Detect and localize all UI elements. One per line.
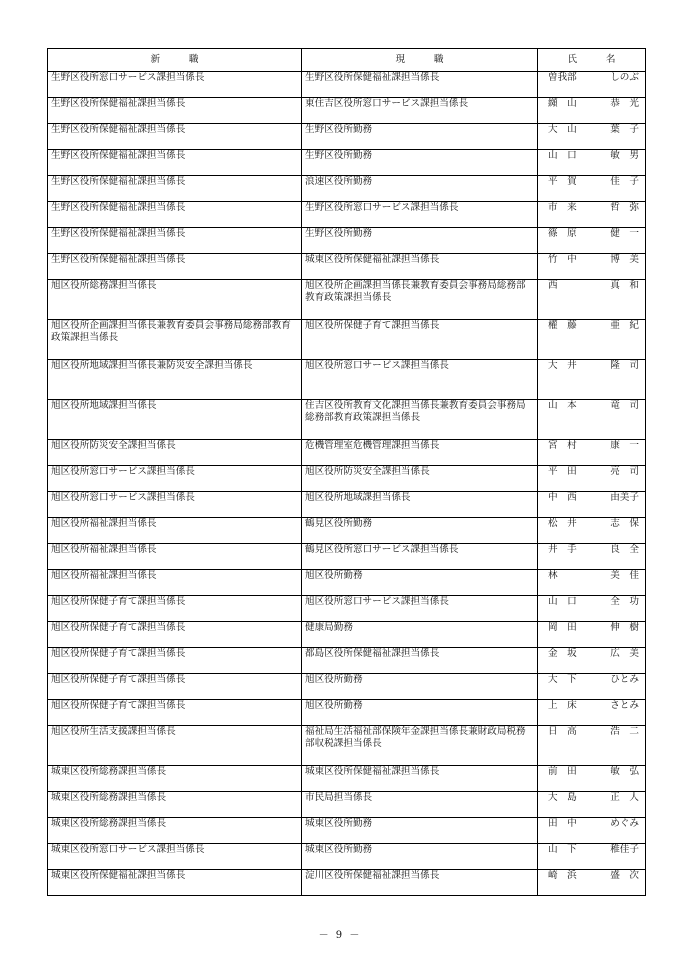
person-name-cell <box>538 648 646 674</box>
new-post-cell: 生野区役所保健福祉課担当係長 <box>48 254 302 280</box>
new-post-cell: 旭区役所保健子育て課担当係長 <box>48 700 302 726</box>
family-name: 平 田 <box>548 466 577 477</box>
family-name: 日 高 <box>548 726 577 737</box>
table-row <box>48 674 646 700</box>
person-name <box>548 622 639 634</box>
given-name: 敏 弘 <box>610 766 639 777</box>
current-post-cell: 生野区役所窓口サービス課担当係長 <box>302 202 538 228</box>
given-name: 敏 男 <box>610 150 639 161</box>
family-name: 宮 村 <box>548 440 577 451</box>
family-name: 崎 浜 <box>548 870 577 881</box>
new-post-cell: 城東区役所総務課担当係長 <box>48 818 302 844</box>
family-name: 田 中 <box>548 818 577 829</box>
new-post-cell: 旭区役所生活支援課担当係長 <box>48 726 302 766</box>
given-name: 佳 子 <box>610 176 639 187</box>
given-name: 隆 司 <box>610 360 639 371</box>
new-post-cell: 城東区役所窓口サービス課担当係長 <box>48 844 302 870</box>
person-name-cell <box>538 818 646 844</box>
new-post-cell: 旭区役所保健子育て課担当係長 <box>48 648 302 674</box>
given-name: 稚佳子 <box>610 844 639 855</box>
person-name-cell <box>538 202 646 228</box>
person-name-cell <box>538 766 646 792</box>
table-row <box>48 150 646 176</box>
current-post-cell: 旭区役所勤務 <box>302 674 538 700</box>
given-name: 亮 司 <box>610 466 639 477</box>
table-row <box>48 202 646 228</box>
given-name: ひとみ <box>610 674 639 685</box>
family-name: 中 西 <box>548 492 577 503</box>
given-name: 康 一 <box>610 440 639 451</box>
person-name-cell <box>538 700 646 726</box>
given-name: 哲 弥 <box>610 202 639 213</box>
given-name: 由美子 <box>610 492 639 503</box>
new-post-cell: 旭区役所福祉課担当係長 <box>48 570 302 596</box>
person-name <box>548 766 639 778</box>
person-name-cell <box>538 570 646 596</box>
person-name-cell <box>538 124 646 150</box>
family-name: 山 下 <box>548 844 577 855</box>
current-post-cell: 福祉局生活福祉部保険年金課担当係長兼財政局税務部収税課担当係長 <box>302 726 538 766</box>
family-name: 竹 中 <box>548 254 577 265</box>
person-name <box>548 98 639 110</box>
person-name-cell <box>538 622 646 648</box>
header-new-post: 新 職 <box>48 49 302 72</box>
family-name: 林 <box>548 570 558 581</box>
family-name: 山 口 <box>548 596 577 607</box>
table-row <box>48 726 646 766</box>
table-row <box>48 818 646 844</box>
family-name: 權 藤 <box>548 320 577 331</box>
table-row <box>48 544 646 570</box>
table-row <box>48 622 646 648</box>
person-name-cell <box>538 492 646 518</box>
person-name-cell <box>538 150 646 176</box>
person-name <box>548 124 639 136</box>
new-post-cell: 旭区役所総務課担当係長 <box>48 280 302 320</box>
current-post-cell: 旭区役所窓口サービス課担当係長 <box>302 596 538 622</box>
new-post-cell: 生野区役所保健福祉課担当係長 <box>48 124 302 150</box>
given-name: 正 人 <box>610 792 639 803</box>
person-name-cell <box>538 360 646 400</box>
current-post-cell: 鶴見区役所勤務 <box>302 518 538 544</box>
person-name <box>548 792 639 804</box>
family-name: 西 <box>548 280 558 291</box>
table-row <box>48 492 646 518</box>
table-row <box>48 280 646 320</box>
table-body <box>48 72 646 896</box>
table-row <box>48 400 646 440</box>
current-post-cell: 旭区役所保健子育て課担当係長 <box>302 320 538 360</box>
family-name: 上 床 <box>548 700 577 711</box>
current-post-cell: 市民局担当係長 <box>302 792 538 818</box>
family-name: 大 山 <box>548 124 577 135</box>
person-name <box>548 440 639 452</box>
table-row <box>48 98 646 124</box>
table-row <box>48 844 646 870</box>
table-row <box>48 72 646 98</box>
table-row <box>48 254 646 280</box>
given-name: 恭 光 <box>610 98 639 109</box>
person-name <box>548 72 639 84</box>
person-name-cell <box>538 596 646 622</box>
person-name <box>548 400 639 412</box>
new-post-cell: 生野区役所保健福祉課担当係長 <box>48 150 302 176</box>
new-post-cell: 旭区役所保健子育て課担当係長 <box>48 596 302 622</box>
header-current-post: 現 職 <box>302 49 538 72</box>
new-post-cell: 旭区役所保健子育て課担当係長 <box>48 674 302 700</box>
person-name-cell <box>538 98 646 124</box>
current-post-cell: 旭区役所防災安全課担当係長 <box>302 466 538 492</box>
person-name <box>548 674 639 686</box>
person-name <box>548 360 639 372</box>
table-row <box>48 518 646 544</box>
person-name-cell <box>538 280 646 320</box>
given-name: 広 美 <box>610 648 639 659</box>
new-post-cell: 旭区役所地域課担当係長 <box>48 400 302 440</box>
given-name: 志 保 <box>610 518 639 529</box>
person-name <box>548 228 639 240</box>
new-post-cell: 旭区役所企画課担当係長兼教育委員会事務局総務部教育政策課担当係長 <box>48 320 302 360</box>
new-post-cell: 生野区役所保健福祉課担当係長 <box>48 202 302 228</box>
given-name: 全 功 <box>610 596 639 607</box>
current-post-cell: 城東区役所勤務 <box>302 818 538 844</box>
personnel-table <box>47 48 646 896</box>
family-name: 大 井 <box>548 360 577 371</box>
given-name: 美 佳 <box>610 570 639 581</box>
new-post-cell: 旭区役所保健子育て課担当係長 <box>48 622 302 648</box>
person-name <box>548 570 639 582</box>
current-post-cell: 生野区役所勤務 <box>302 150 538 176</box>
current-post-cell: 住吉区役所教育文化課担当係長兼教育委員会事務局総務部教育政策課担当係長 <box>302 400 538 440</box>
given-name: 竜 司 <box>610 400 639 411</box>
current-post-cell: 旭区役所企画課担当係長兼教育委員会事務局総務部教育政策課担当係長 <box>302 280 538 320</box>
person-name <box>548 518 639 530</box>
current-post-cell: 城東区役所保健福祉課担当係長 <box>302 766 538 792</box>
table-row <box>48 792 646 818</box>
person-name <box>548 544 639 556</box>
given-name: 健 一 <box>610 228 639 239</box>
current-post-cell: 生野区役所保健福祉課担当係長 <box>302 72 538 98</box>
current-post-cell: 危機管理室危機管理課担当係長 <box>302 440 538 466</box>
person-name-cell <box>538 440 646 466</box>
person-name <box>548 648 639 660</box>
current-post-cell: 旭区役所勤務 <box>302 570 538 596</box>
new-post-cell: 城東区役所総務課担当係長 <box>48 766 302 792</box>
person-name-cell <box>538 228 646 254</box>
current-post-cell: 城東区役所保健福祉課担当係長 <box>302 254 538 280</box>
current-post-cell: 生野区役所勤務 <box>302 124 538 150</box>
given-name: 伸 樹 <box>610 622 639 633</box>
new-post-cell: 旭区役所窓口サービス課担当係長 <box>48 492 302 518</box>
person-name <box>548 466 639 478</box>
table-row <box>48 440 646 466</box>
new-post-cell: 旭区役所福祉課担当係長 <box>48 518 302 544</box>
person-name-cell <box>538 400 646 440</box>
person-name <box>548 844 639 856</box>
header-row <box>48 49 646 72</box>
family-name: 岡 田 <box>548 622 577 633</box>
family-name: 松 井 <box>548 518 577 529</box>
family-name: 井 手 <box>548 544 577 555</box>
current-post-cell: 城東区役所勤務 <box>302 844 538 870</box>
table-row <box>48 176 646 202</box>
table-row <box>48 870 646 896</box>
family-name: 山 本 <box>548 400 577 411</box>
current-post-cell: 生野区役所勤務 <box>302 228 538 254</box>
current-post-cell: 淀川区役所保健福祉課担当係長 <box>302 870 538 896</box>
person-name-cell <box>538 870 646 896</box>
new-post-cell: 旭区役所地域課担当係長兼防災安全課担当係長 <box>48 360 302 400</box>
table-row <box>48 700 646 726</box>
current-post-cell: 健康局勤務 <box>302 622 538 648</box>
given-name: 博 美 <box>610 254 639 265</box>
person-name <box>548 818 639 830</box>
current-post-cell: 都島区役所保健福祉課担当係長 <box>302 648 538 674</box>
table-row <box>48 360 646 400</box>
person-name <box>548 280 639 292</box>
person-name <box>548 700 639 712</box>
person-name <box>548 320 639 332</box>
person-name <box>548 202 639 214</box>
new-post-cell: 生野区役所窓口サービス課担当係長 <box>48 72 302 98</box>
current-post-cell: 旭区役所地域課担当係長 <box>302 492 538 518</box>
new-post-cell: 城東区役所総務課担当係長 <box>48 792 302 818</box>
table-row <box>48 228 646 254</box>
current-post-cell: 鶴見区役所窓口サービス課担当係長 <box>302 544 538 570</box>
person-name <box>548 726 639 738</box>
new-post-cell: 生野区役所保健福祉課担当係長 <box>48 98 302 124</box>
person-name-cell <box>538 544 646 570</box>
person-name-cell <box>538 320 646 360</box>
table-row <box>48 320 646 360</box>
person-name <box>548 176 639 188</box>
person-name-cell <box>538 674 646 700</box>
person-name-cell <box>538 466 646 492</box>
person-name-cell <box>538 726 646 766</box>
given-name: しのぶ <box>610 72 639 83</box>
given-name: 亜 紀 <box>610 320 639 331</box>
given-name: めぐみ <box>610 818 639 829</box>
family-name: 纐 山 <box>548 98 577 109</box>
table-row <box>48 596 646 622</box>
given-name: さとみ <box>610 700 639 711</box>
table-row <box>48 766 646 792</box>
person-name-cell <box>538 72 646 98</box>
page-number: － 9 － <box>318 930 362 941</box>
family-name: 平 賀 <box>548 176 577 187</box>
family-name: 金 坂 <box>548 648 577 659</box>
new-post-cell: 旭区役所窓口サービス課担当係長 <box>48 466 302 492</box>
family-name: 篠 原 <box>548 228 577 239</box>
person-name <box>548 492 639 504</box>
header-name: 氏 名 <box>538 49 646 72</box>
new-post-cell: 生野区役所保健福祉課担当係長 <box>48 228 302 254</box>
person-name-cell <box>538 176 646 202</box>
family-name: 前 田 <box>548 766 577 777</box>
person-name <box>548 254 639 266</box>
person-name <box>548 870 639 882</box>
person-name-cell <box>538 792 646 818</box>
person-name-cell <box>538 518 646 544</box>
given-name: 良 全 <box>610 544 639 555</box>
new-post-cell: 生野区役所保健福祉課担当係長 <box>48 176 302 202</box>
given-name: 盛 次 <box>610 870 639 881</box>
current-post-cell: 東住吉区役所窓口サービス課担当係長 <box>302 98 538 124</box>
table-row <box>48 648 646 674</box>
current-post-cell: 浪速区役所勤務 <box>302 176 538 202</box>
person-name <box>548 596 639 608</box>
person-name <box>548 150 639 162</box>
family-name: 大 下 <box>548 674 577 685</box>
family-name: 大 島 <box>548 792 577 803</box>
given-name: 葉 子 <box>610 124 639 135</box>
current-post-cell: 旭区役所勤務 <box>302 700 538 726</box>
given-name: 浩 二 <box>610 726 639 737</box>
family-name: 山 口 <box>548 150 577 161</box>
new-post-cell: 城東区役所保健福祉課担当係長 <box>48 870 302 896</box>
person-name-cell <box>538 254 646 280</box>
given-name: 真 和 <box>610 280 639 291</box>
person-name-cell <box>538 844 646 870</box>
family-name: 市 来 <box>548 202 577 213</box>
new-post-cell: 旭区役所防災安全課担当係長 <box>48 440 302 466</box>
table-row <box>48 570 646 596</box>
table-row <box>48 466 646 492</box>
current-post-cell: 旭区役所窓口サービス課担当係長 <box>302 360 538 400</box>
table-row <box>48 124 646 150</box>
new-post-cell: 旭区役所福祉課担当係長 <box>48 544 302 570</box>
family-name: 曽我部 <box>548 72 577 83</box>
